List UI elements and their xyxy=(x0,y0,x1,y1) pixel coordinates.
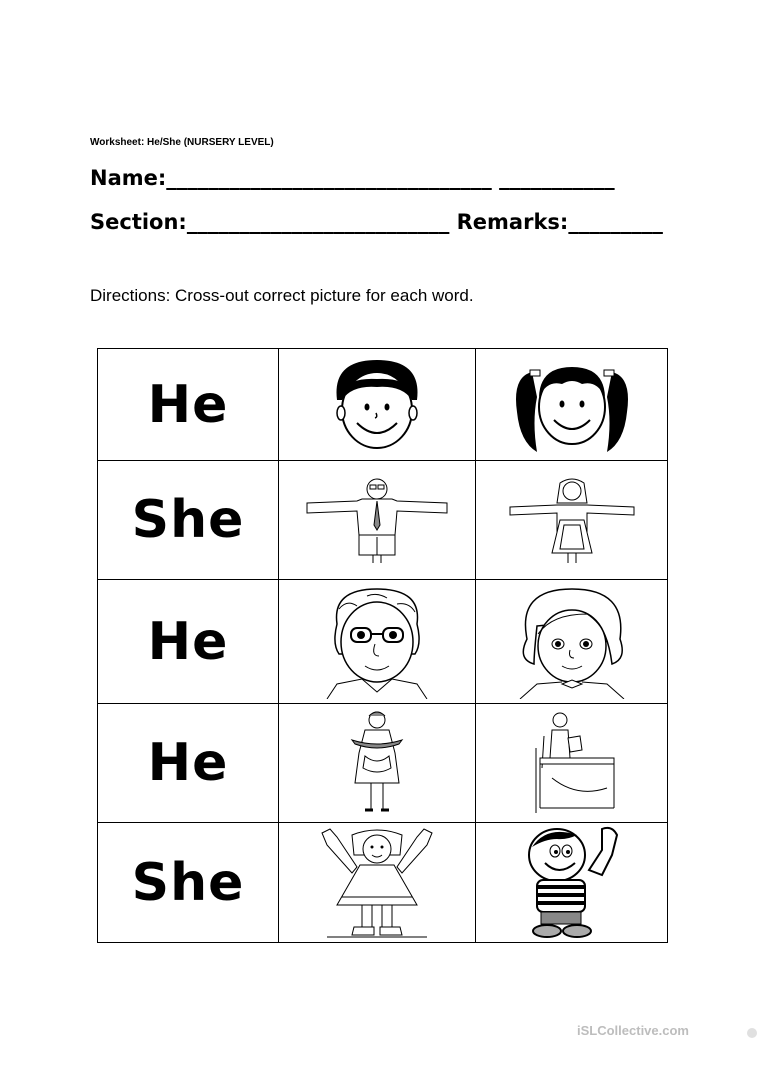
girl-face-icon xyxy=(502,352,642,457)
man-reading-at-table-icon xyxy=(522,708,622,818)
grandfather-face-icon xyxy=(307,584,447,699)
worksheet-title: Worksheet: He/She (NURSERY LEVEL) xyxy=(90,137,274,148)
word-cell xyxy=(98,461,279,580)
left-picture-cell[interactable] xyxy=(279,823,476,943)
word-cell xyxy=(98,349,279,461)
table-row xyxy=(98,461,668,580)
word-label: She xyxy=(131,852,245,913)
table-row xyxy=(98,349,668,461)
watermark: iSLCollective.com xyxy=(577,1023,689,1038)
directions-text: Directions: Cross-out correct picture for each word. xyxy=(90,286,474,305)
word-cell xyxy=(98,580,279,704)
name-field-line: Name:_______________________________ ___________ xyxy=(90,166,615,190)
right-picture-cell[interactable] xyxy=(476,349,668,461)
grandmother-face-icon xyxy=(502,584,642,699)
left-picture-cell[interactable] xyxy=(279,704,476,823)
corner-logo-icon xyxy=(745,1026,759,1040)
woman-serving-food-icon xyxy=(337,708,417,818)
left-picture-cell[interactable] xyxy=(279,580,476,704)
table-row xyxy=(98,704,668,823)
table-row xyxy=(98,823,668,943)
man-arms-out-icon xyxy=(297,475,457,565)
section-remarks-field-line: Section:_________________________ Remarks:_________ xyxy=(90,210,663,234)
left-picture-cell[interactable] xyxy=(279,349,476,461)
left-picture-cell[interactable] xyxy=(279,461,476,580)
boy-face-icon xyxy=(322,355,432,455)
right-picture-cell[interactable] xyxy=(476,580,668,704)
word-label: He xyxy=(147,733,229,793)
word-label: He xyxy=(147,611,229,672)
girl-waving-icon xyxy=(302,825,452,940)
right-picture-cell[interactable] xyxy=(476,461,668,580)
woman-arms-out-icon xyxy=(502,475,642,565)
word-cell xyxy=(98,823,279,943)
right-picture-cell[interactable] xyxy=(476,823,668,943)
word-cell xyxy=(98,704,279,823)
word-label: She xyxy=(131,490,245,550)
word-label: He xyxy=(147,374,229,435)
he-she-grid xyxy=(97,348,668,943)
boy-waving-icon xyxy=(517,825,627,940)
right-picture-cell[interactable] xyxy=(476,704,668,823)
table-row xyxy=(98,580,668,704)
